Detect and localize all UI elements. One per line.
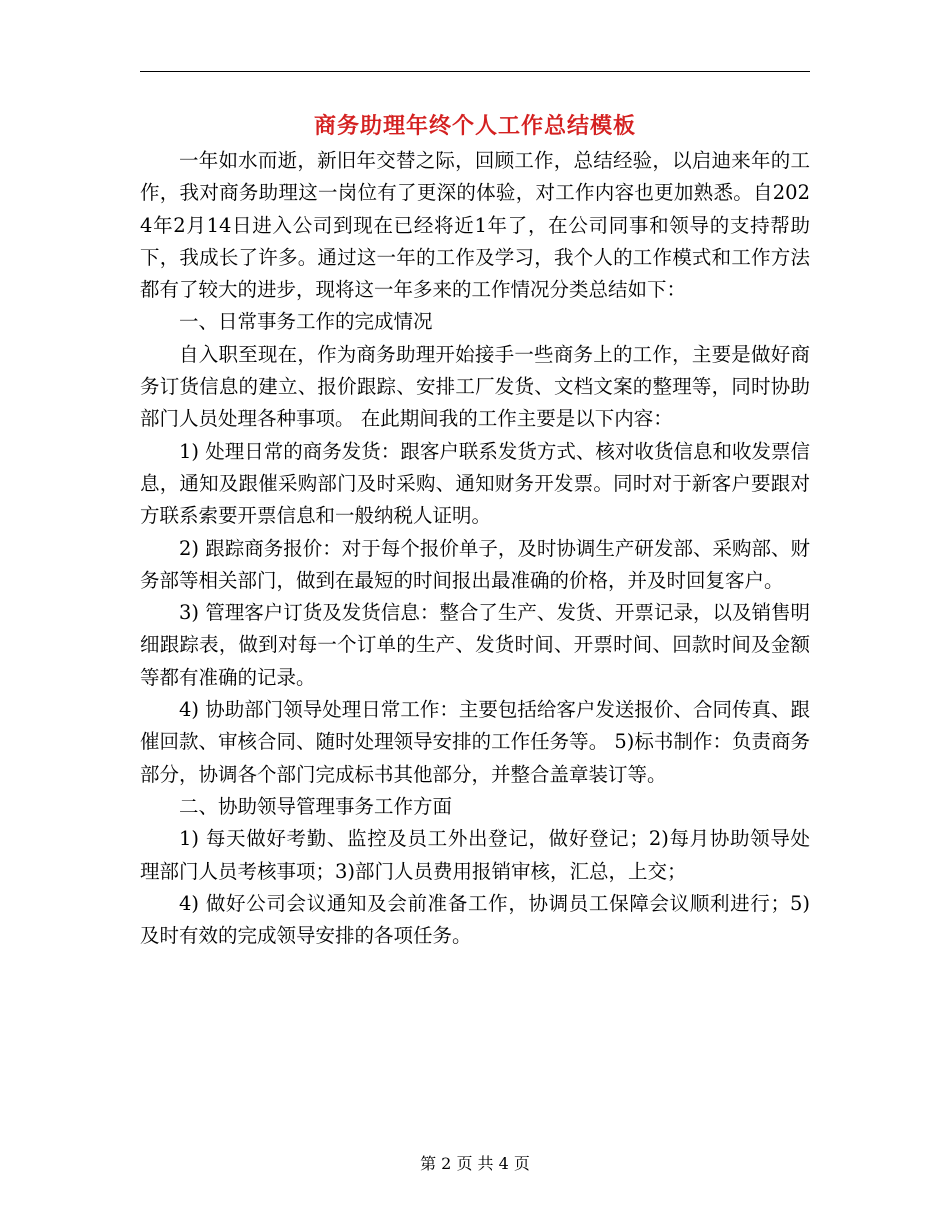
section-heading-management: 二、协助领导管理事务工作方面: [179, 794, 453, 818]
page-footer: 第 2 页 共 4 页: [420, 1154, 530, 1173]
list-item-shipping: 1) 处理日常的商务发货：跟客户联系发货方式、核对收货信息和收发票信息，通知及跟催采购部门及时采购、通知财务开发票。同时对于新客户要跟对方联系索要开票信息和一般纳税人证明。: [140, 439, 810, 528]
list-item-order-info: 3) 管理客户订货及发货信息：整合了生产、发货、开票记录，以及销售明细跟踪表，做到对每一个订单的生产、发货时间、开票时间、回款时间及金额等都有准确的记录。: [140, 601, 810, 689]
section-heading-daily-affairs: 一、日常事务工作的完成情况: [179, 310, 433, 334]
header-rule: [140, 71, 810, 72]
paragraph-daily-affairs: 自入职至现在，作为商务助理开始接手一些商务上的工作，主要是做好商务订货信息的建立、报价跟踪、安排工厂发货、文档文案的整理等，同时协助部门人员处理各种事项。 在此期间我的工作主要是以下内容：: [140, 342, 810, 431]
paragraph-intro: 一年如水而逝，新旧年交替之际，回顾工作，总结经验，以启迪来年的工作，我对商务助理这一岗位有了更深的体验，对工作内容也更加熟悉。自2024年2月14日进入公司到现在已经将近1年了，在公司同事和领导的支持帮助下，我成长了许多。通过这一年的工作及学习，我个人的工作模式和工作方法都有了较大的进步，现将这一年多来的工作情况分类总结如下：: [140, 149, 810, 302]
document-body: [140, 145, 810, 952]
list-item-attendance: 1) 每天做好考勤、监控及员工外出登记，做好登记；2)每月协助领导处理部门人员考核事项；3)部门人员费用报销审核，汇总，上交；: [140, 827, 810, 883]
document-title: 商务助理年终个人工作总结模板: [313, 113, 636, 139]
list-item-meetings: 4) 做好公司会议通知及会前准备工作，协调员工保障会议顺利进行；5) 及时有效的完成领导安排的各项任务。: [140, 891, 810, 948]
list-item-quotation: 2) 跟踪商务报价：对于每个报价单子，及时协调生产研发部、采购部、财务部等相关部门，做到在最短的时间报出最准确的价格，并及时回复客户。: [140, 536, 810, 592]
list-item-assist-leader: 4) 协助部门领导处理日常工作：主要包括给客户发送报价、合同传真、跟催回款、审核合同、随时处理领导安排的工作任务等。 5)标书制作：负责商务部分，协调各个部门完成标书其他部分，并整合盖章装订等。: [140, 698, 810, 786]
